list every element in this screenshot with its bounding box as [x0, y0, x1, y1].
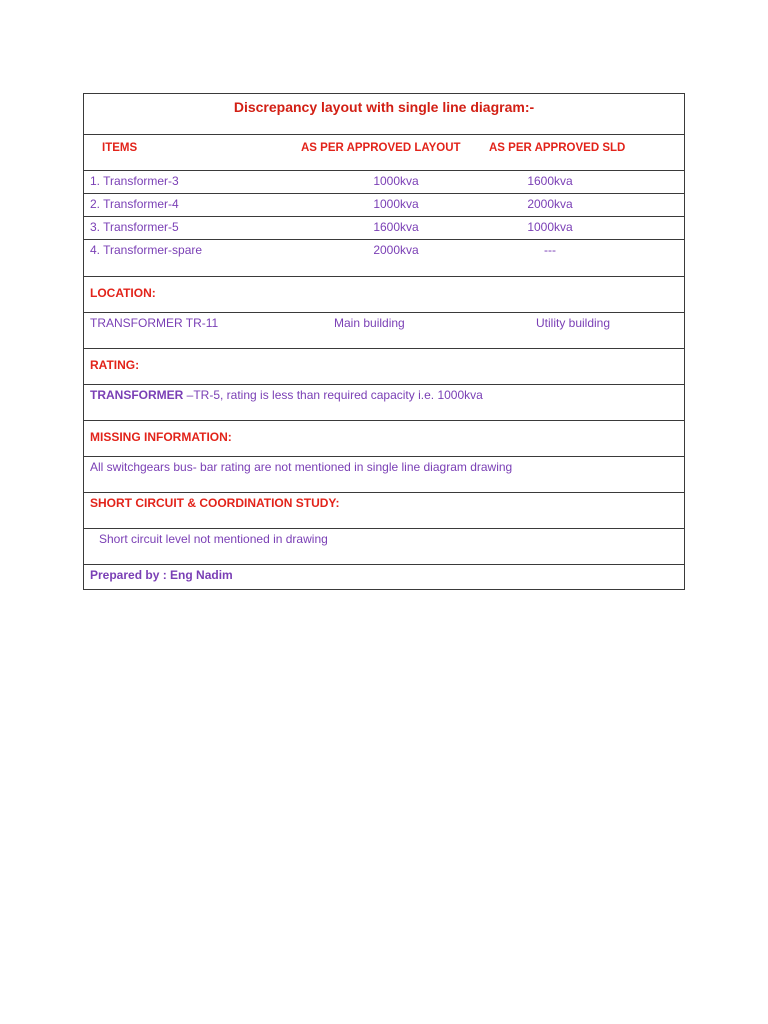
title-row	[84, 94, 684, 135]
item-layout-value: 2000kva	[373, 243, 419, 257]
header-as-per-layout: AS PER APPROVED LAYOUT	[301, 142, 461, 154]
item-sld-value: ---	[544, 243, 556, 257]
item-row	[84, 171, 684, 194]
item-sld-value: 1600kva	[527, 174, 573, 188]
short-circuit-heading: SHORT CIRCUIT & COORDINATION STUDY:	[90, 496, 340, 510]
item-layout-value: 1000kva	[373, 197, 419, 211]
item-row	[84, 217, 684, 240]
short-circuit-row	[84, 529, 684, 565]
item-layout-value: 1000kva	[373, 174, 419, 188]
short-circuit-text: Short circuit level not mentioned in drawing	[99, 532, 328, 546]
rating-heading-row	[84, 349, 684, 385]
location-subject: TRANSFORMER TR-11	[90, 316, 219, 330]
rating-row	[84, 385, 684, 421]
short-circuit-heading-row	[84, 493, 684, 529]
prepared-by: Prepared by : Eng Nadim	[90, 568, 233, 582]
location-layout-value: Main building	[334, 316, 405, 330]
item-layout-value: 1600kva	[373, 220, 419, 234]
footer-row	[84, 565, 684, 589]
header-as-per-sld: AS PER APPROVED SLD	[489, 142, 626, 154]
location-sld-value: Utility building	[536, 316, 611, 330]
location-heading-row	[84, 277, 684, 313]
discrepancy-table	[83, 93, 685, 590]
rating-heading: RATING:	[90, 358, 140, 372]
header-items: ITEMS	[102, 142, 138, 154]
item-label: 1. Transformer-3	[90, 174, 179, 188]
rating-subject: TRANSFORMER	[90, 388, 184, 402]
item-sld-value: 1000kva	[527, 220, 573, 234]
location-row	[84, 313, 684, 349]
document-title: Discrepancy layout with single line diagram:-	[233, 99, 535, 115]
item-label: 4. Transformer-spare	[90, 243, 203, 257]
item-sld-value: 2000kva	[527, 197, 573, 211]
missing-heading: MISSING INFORMATION:	[90, 430, 232, 444]
rating-text	[90, 388, 483, 402]
missing-text: All switchgears bus- bar rating are not mentioned in single line diagram drawing	[90, 460, 513, 474]
header-row	[84, 135, 684, 171]
location-heading: LOCATION:	[90, 286, 156, 300]
missing-heading-row	[84, 421, 684, 457]
item-label: 2. Transformer-4	[90, 197, 179, 211]
item-row	[84, 240, 684, 277]
missing-row	[84, 457, 684, 493]
item-row	[84, 194, 684, 217]
item-label: 3. Transformer-5	[90, 220, 179, 234]
rating-detail: –TR-5, rating is less than required capacity i.e. 1000kva	[183, 388, 483, 402]
